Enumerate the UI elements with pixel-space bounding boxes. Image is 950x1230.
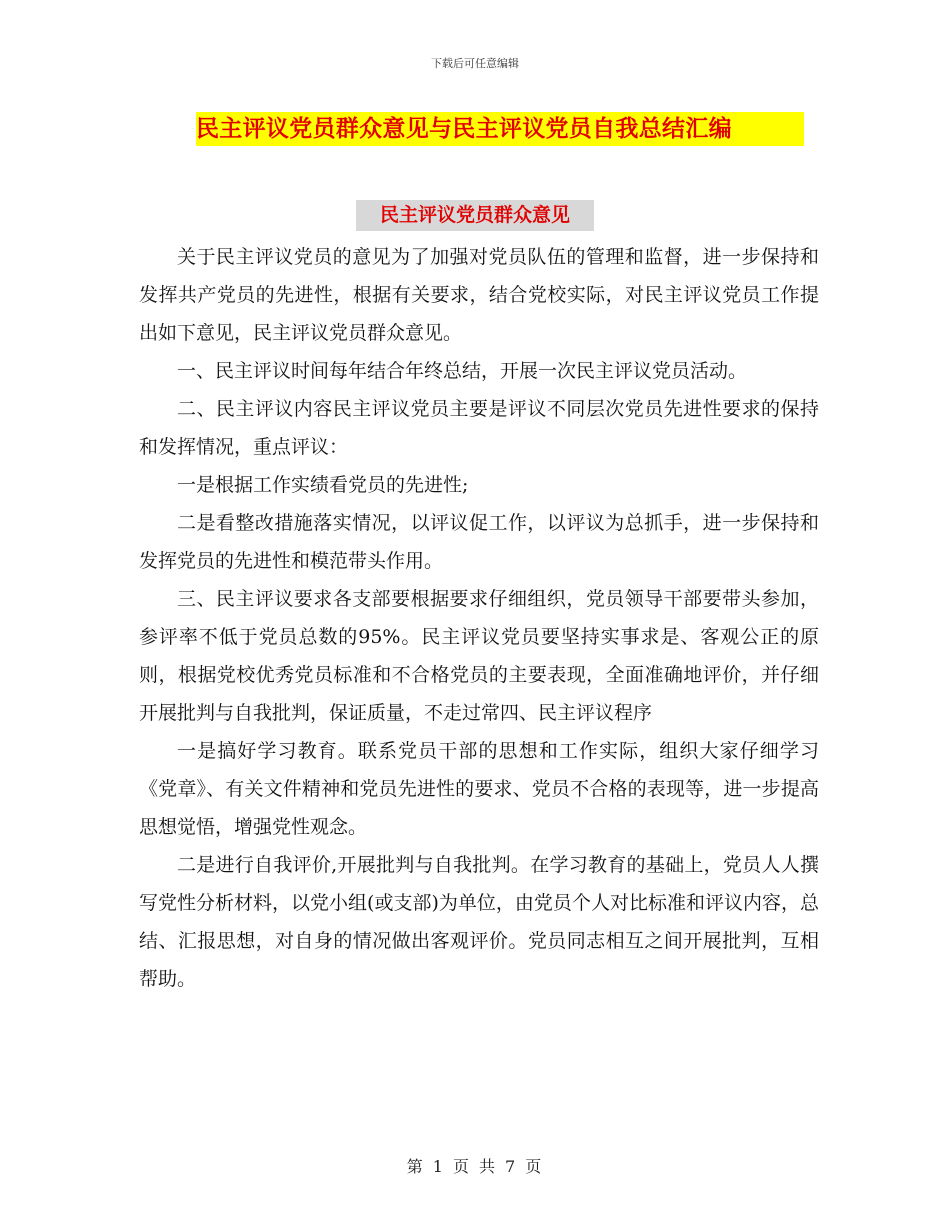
footer-suffix: 页 (525, 1157, 544, 1176)
paragraph: 关于民主评议党员的意见为了加强对党员队伍的管理和监督，进一步保持和发挥共产党员的先进性，根据有关要求，结合党校实际，对民主评议党员工作提出如下意见，民主评议党员群众意见。 (139, 246, 819, 344)
paragraph: 一是根据工作实绩看党员的先进性; (177, 474, 469, 496)
document-body (139, 238, 819, 998)
section-title: 民主评议党员群众意见 (356, 200, 594, 231)
header-note: 下载后可任意编辑 (431, 57, 519, 70)
footer-prefix: 第 (406, 1157, 425, 1176)
document-title: 民主评议党员群众意见与民主评议党员自我总结汇编 (196, 112, 804, 146)
paragraph: 一、民主评议时间每年结合年终总结，开展一次民主评议党员活动。 (177, 360, 748, 382)
paragraph: 二是看整改措施落实情况，以评议促工作，以评议为总抓手，进一步保持和发挥党员的先进性和模范带头作用。 (139, 512, 819, 572)
paragraph: 二是进行自我评价,开展批判与自我批判。在学习教育的基础上，党员人人撰写党性分析材料，以党小组(或支部)为单位，由党员个人对比标准和评议内容，总结、汇报思想，对自身的情况做出客观评价。党员同志相互之间开展批判，互相帮助。 (139, 854, 819, 990)
footer-current-page: 1 (432, 1157, 445, 1176)
paragraph: 一是搞好学习教育。联系党员干部的思想和工作实际，组织大家仔细学习《党章》、有关文件精神和党员先进性的要求、党员不合格的表现等，进一步提高思想觉悟，增强党性观念。 (139, 740, 819, 838)
footer-total-word: 共 (479, 1157, 498, 1176)
footer-page-word: 页 (452, 1157, 471, 1176)
footer-total-pages: 7 (505, 1157, 518, 1176)
paragraph: 三、民主评议要求各支部要根据要求仔细组织，党员领导干部要带头参加，参评率不低于党员总数的95%。民主评议党员要坚持实事求是、客观公正的原则，根据党校优秀党员标准和不合格党员的主要表现，全面准确地评价，并仔细开展批判与自我批判，保证质量，不走过常四、民主评议程序 (139, 588, 819, 724)
page-number-footer (0, 1154, 950, 1177)
paragraph: 二、民主评议内容民主评议党员主要是评议不同层次党员先进性要求的保持和发挥情况，重点评议： (139, 398, 819, 458)
